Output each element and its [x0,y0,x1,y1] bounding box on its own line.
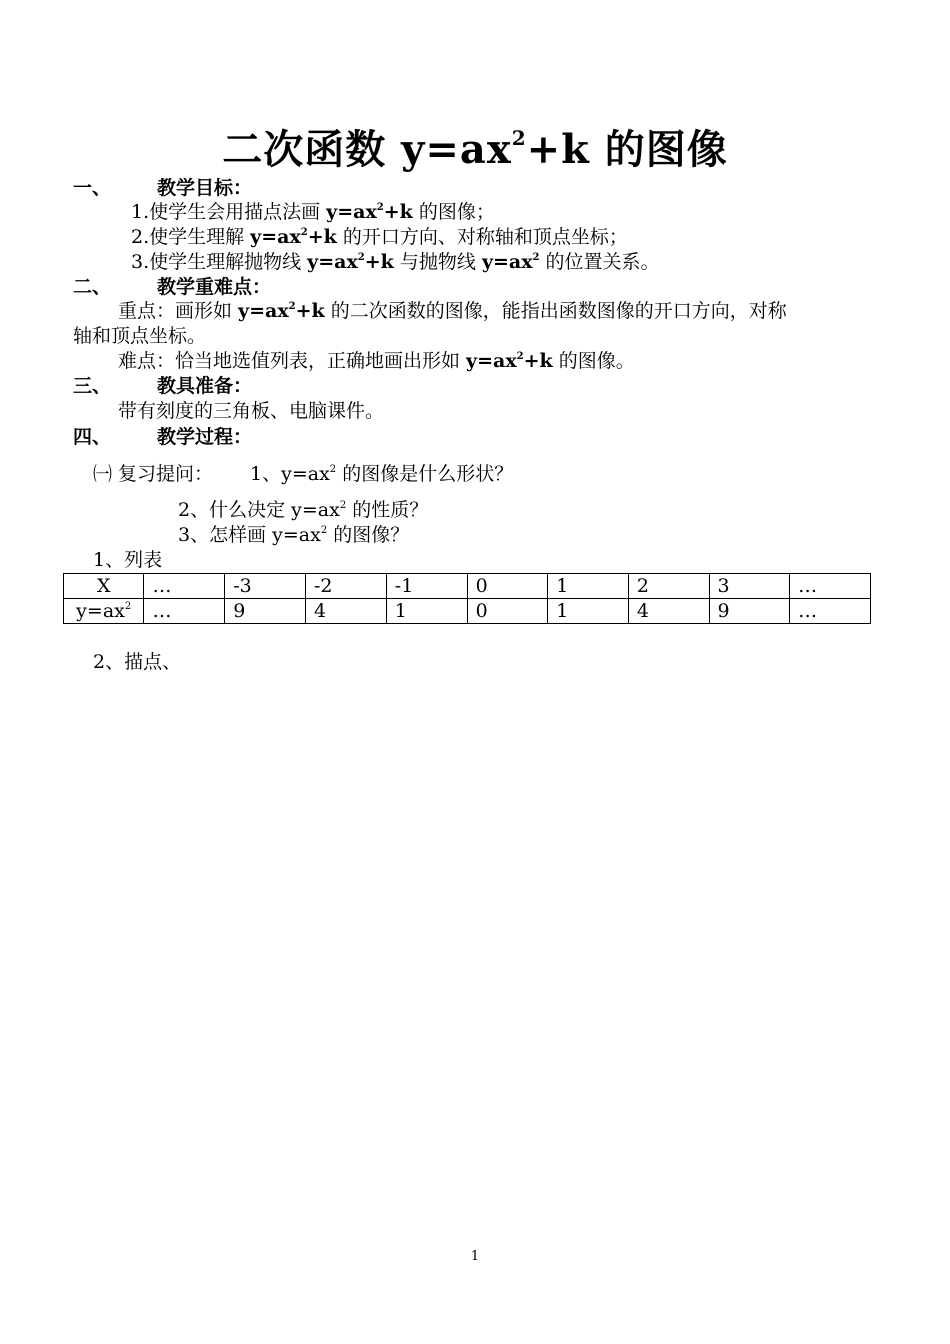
table-cell: 4 [628,599,709,624]
table-cell: 3 [709,574,790,599]
section-3-number: 三、 [73,375,112,397]
step-2-label: 2、描点、 [93,651,182,673]
table-cell: … [790,599,871,624]
key-point-continued: 轴和顶点坐标。 [73,325,207,347]
review-label: ㈠ 复习提问： [93,463,214,485]
review-question-1: 1、$y=ax^2$ 的图像是什么形状？ [250,463,514,485]
table-cell: 1 [548,599,629,624]
table-row [64,574,871,599]
section-4-number: 四、 [73,426,112,448]
table-cell: 4 [306,599,387,624]
key-point: 重点：画形如 $y=ax^2+k$ 的二次函数的图像，能指出函数图像的开口方向，对称 [118,300,787,322]
table-cell: … [790,574,871,599]
section-4-title: 教学过程： [157,426,253,448]
section-3-title: 教具准备： [157,375,253,397]
section-1-title: 教学目标： [157,177,253,199]
table-cell: -2 [306,574,387,599]
table-cell: 9 [225,599,306,624]
page-number: 1 [470,1249,480,1264]
page-title: 二次函数 $y=ax^2+k$ 的图像 [222,126,728,173]
table-cell: 1 [548,574,629,599]
table-cell: 0 [467,574,548,599]
table-cell: … [144,599,225,624]
section-2-number: 二、 [73,276,112,298]
goal-1: 1.使学生会用描点法画 $y=ax^2+k$ 的图像； [131,201,495,223]
section-2-title: 教学重难点： [157,276,272,298]
table-cell: -3 [225,574,306,599]
table-cell: 1 [386,599,467,624]
section-1-number: 一、 [73,177,112,199]
table-cell: … [144,574,225,599]
review-question-2: 2、什么决定 $y=ax^2$ 的性质？ [178,499,429,521]
tools-text: 带有刻度的三角板、电脑课件。 [118,400,385,422]
review-question-3: 3、怎样画 $y=ax^2$ 的图像？ [178,524,410,546]
table-cell: 9 [709,599,790,624]
difficult-point: 难点：恰当地选值列表，正确地画出形如 $y=ax^2+k$ 的图像。 [118,350,635,372]
goal-2: 2.使学生理解 $y=ax^2+k$ 的开口方向、对称轴和顶点坐标； [131,226,628,248]
table-cell: 2 [628,574,709,599]
goal-3: 3.使学生理解抛物线 $y=ax^2+k$ 与抛物线 $y=ax^2$ 的位置关系。 [131,251,660,273]
table-row [64,599,871,624]
step-1-label: 1、列表 [93,549,163,571]
table-cell: 0 [467,599,548,624]
values-table [63,573,871,624]
table-cell: $y=ax^2$ [64,599,144,624]
table-cell: -1 [386,574,467,599]
table-cell: X [64,574,144,599]
